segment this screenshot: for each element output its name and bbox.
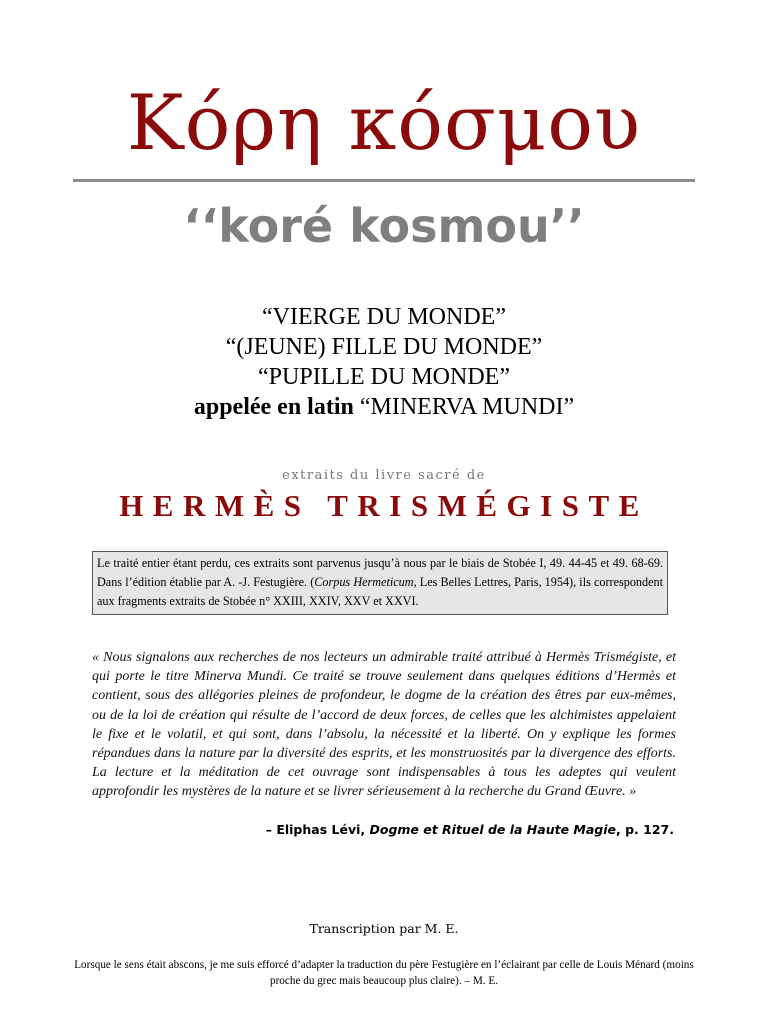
- title-divider: [73, 179, 695, 182]
- transcription-credit: Transcription par M. E.: [309, 921, 459, 936]
- attribution-work: Dogme et Rituel de la Haute Magie: [369, 822, 616, 837]
- greek-title: Κόρη κόσμου: [126, 78, 642, 167]
- notice-text-2: , Les Belles Lettres, Paris, 1954), ils correspondent aux fragments extraits de Stobée n° XXIII, XXIV, XXV et XXVI.: [97, 575, 663, 608]
- notice-box: [92, 551, 668, 615]
- subtitles-block: [0, 302, 768, 422]
- attribution-author: – Eliphas Lévi,: [265, 822, 370, 837]
- quote-attribution: [266, 822, 674, 837]
- latin-name-prefix: appelée en latin: [193, 394, 360, 420]
- latin-name: “MINERVA MUNDI”: [359, 394, 575, 420]
- notice-text-1: Le traité entier étant perdu, ces extraits sont parvenus jusqu’à nous par le biais de Stobée I, 49. 44-45 et 49. 68-69. Dans l’édition établie par A. -J. Festugière. (: [97, 556, 663, 589]
- subtitle-vierge: “VIERGE DU MONDE”: [262, 304, 506, 330]
- source-author: HERMÈS TRISMÉGISTE: [119, 488, 649, 523]
- notice-work: Corpus Hermeticum: [314, 575, 414, 589]
- source-intro: extraits du livre sacré de: [282, 468, 486, 483]
- latin-name-line: [0, 392, 768, 422]
- subtitle-fille: “(JEUNE) FILLE DU MONDE”: [225, 334, 543, 360]
- subtitle-pupille: “PUPILLE DU MONDE”: [258, 364, 510, 390]
- latin-title: ‘‘koré kosmou’’: [183, 199, 585, 253]
- attribution-page: , p. 127.: [616, 822, 674, 837]
- quote-text: « Nous signalons aux recherches de nos lecteurs un admirable traité attribué à Hermès Trismégiste, et qui porte le titre Minerva Mundi. Ce traité se trouve seulement dans quelques éditions d’Hermès et contient, sous des allégories pleines de profondeur, le dogme de la création des êtres par eux-mêmes, ou de la loi de création qui résulte de l’accord de deux forces, de celles que les alchimistes appelaient le fixe et le volatil, et qui sont, dans l’absolu, la nécessité et la liberté. On y explique les formes répandues dans la nature par la diversité des esprits, et les monstruosités par la divergence des efforts. La lecture et la méditation de cet ouvrage sont indispensables à tous les adeptes qui veulent approfondir les mystères de la nature et se livrer sérieusement à la recherche du Grand Œuvre. »: [92, 650, 676, 800]
- translator-note: Lorsque le sens était abscons, je me suis efforcé d’adapter la traduction du père Festugière en l’éclairant par celle de Louis Ménard (moins proche du grec mais beaucoup plus claire). – M. E.: [74, 959, 694, 987]
